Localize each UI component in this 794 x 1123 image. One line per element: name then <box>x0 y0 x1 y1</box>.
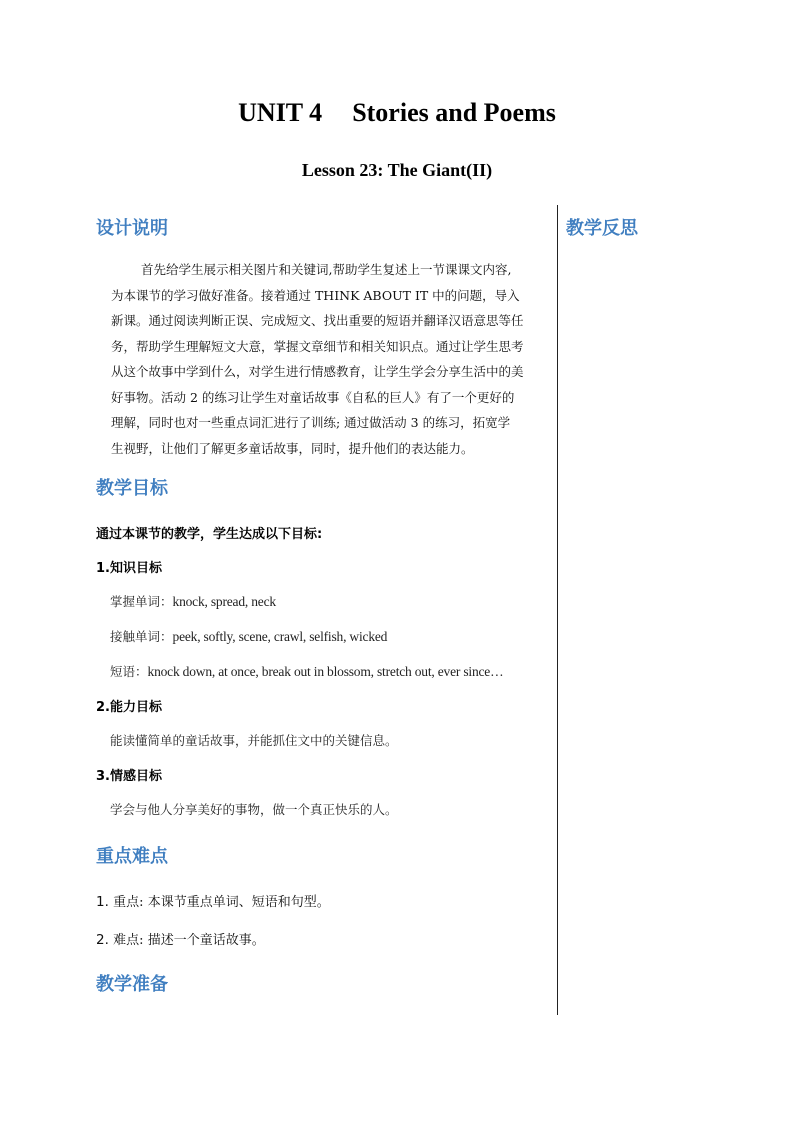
objectives-intro: 通过本课节的教学，学生达成以下目标: <box>96 527 323 542</box>
design-heading: 设计说明 <box>96 218 168 239</box>
lesson-title: Lesson 23: The Giant(II) <box>301 160 493 180</box>
emotion-text: 学会与他人分享美好的事物，做一个真正快乐的人。 <box>110 802 398 817</box>
master-words-label: 掌握单词： <box>110 594 173 609</box>
design-line: 为本课节的学习做好准备。接着通过 THINK ABOUT IT 中的问题，导入 <box>111 287 520 303</box>
difficulty-text: 描述一个童话故事。 <box>147 933 265 948</box>
design-paragraph <box>111 257 557 461</box>
design-line: 首先给学生展示相关图片和关键词,帮助学生复述上一节课课文内容, <box>141 262 512 277</box>
design-line: 好事物。活动 2 的练习让学生对童话故事《自私的巨人》有了一个更好的 <box>111 389 515 405</box>
phrases-label: 短语： <box>110 664 148 679</box>
key-point-item <box>96 891 330 910</box>
ability-text: 能读懂简单的童话故事，并能抓住文中的关键信息。 <box>110 733 398 748</box>
key-points-heading: 重点难点 <box>96 846 168 867</box>
phrases: knock down, at once, break out in blossom, stretch out, ever since… <box>147 664 504 679</box>
key-point-label: 重点: <box>113 895 148 910</box>
reflection-heading: 教学反思 <box>566 218 638 239</box>
design-line: 务，帮助学生理解短文大意，掌握文章细节和相关知识点。通过让学生思考 <box>111 338 524 354</box>
phrases-row <box>110 662 503 680</box>
master-words-row <box>110 592 276 610</box>
difficulty-label: 难点: <box>113 933 148 948</box>
contact-words-row <box>110 627 387 645</box>
key-point-text: 本课节重点单词、短语和句型。 <box>147 895 330 910</box>
column-divider <box>557 205 558 1015</box>
difficulty-item <box>96 929 265 948</box>
unit-title <box>0 98 794 128</box>
key-point-number: 1. <box>96 894 114 910</box>
contact-words: peek, softly, scene, crawl, selfish, wicked <box>172 629 388 644</box>
design-line: 新课。通过阅读判断正误、完成短文、找出重要的短语并翻译汉语意思等任 <box>111 313 524 328</box>
preparation-heading: 教学准备 <box>96 974 168 995</box>
design-line: 理解，同时也对一些重点词汇进行了训练; 通过做活动 3 的练习，拓宽学 <box>111 415 511 430</box>
contact-words-label: 接触单词： <box>110 629 173 644</box>
unit-number: UNIT 4 <box>238 98 323 127</box>
design-line: 从这个故事中学到什么，对学生进行情感教育，让学生学会分享生活中的美 <box>111 364 524 379</box>
design-line: 生视野，让他们了解更多童话故事，同时，提升他们的表达能力。 <box>111 440 474 456</box>
difficulty-number: 2. <box>96 932 114 948</box>
emotion-title: 3.情感目标 <box>96 769 162 784</box>
unit-topic: Stories and Poems <box>352 98 556 127</box>
objectives-heading: 教学目标 <box>96 478 168 499</box>
knowledge-title: 1.知识目标 <box>96 561 162 576</box>
ability-title: 2.能力目标 <box>96 700 162 715</box>
master-words: knock, spread, neck <box>172 594 276 609</box>
